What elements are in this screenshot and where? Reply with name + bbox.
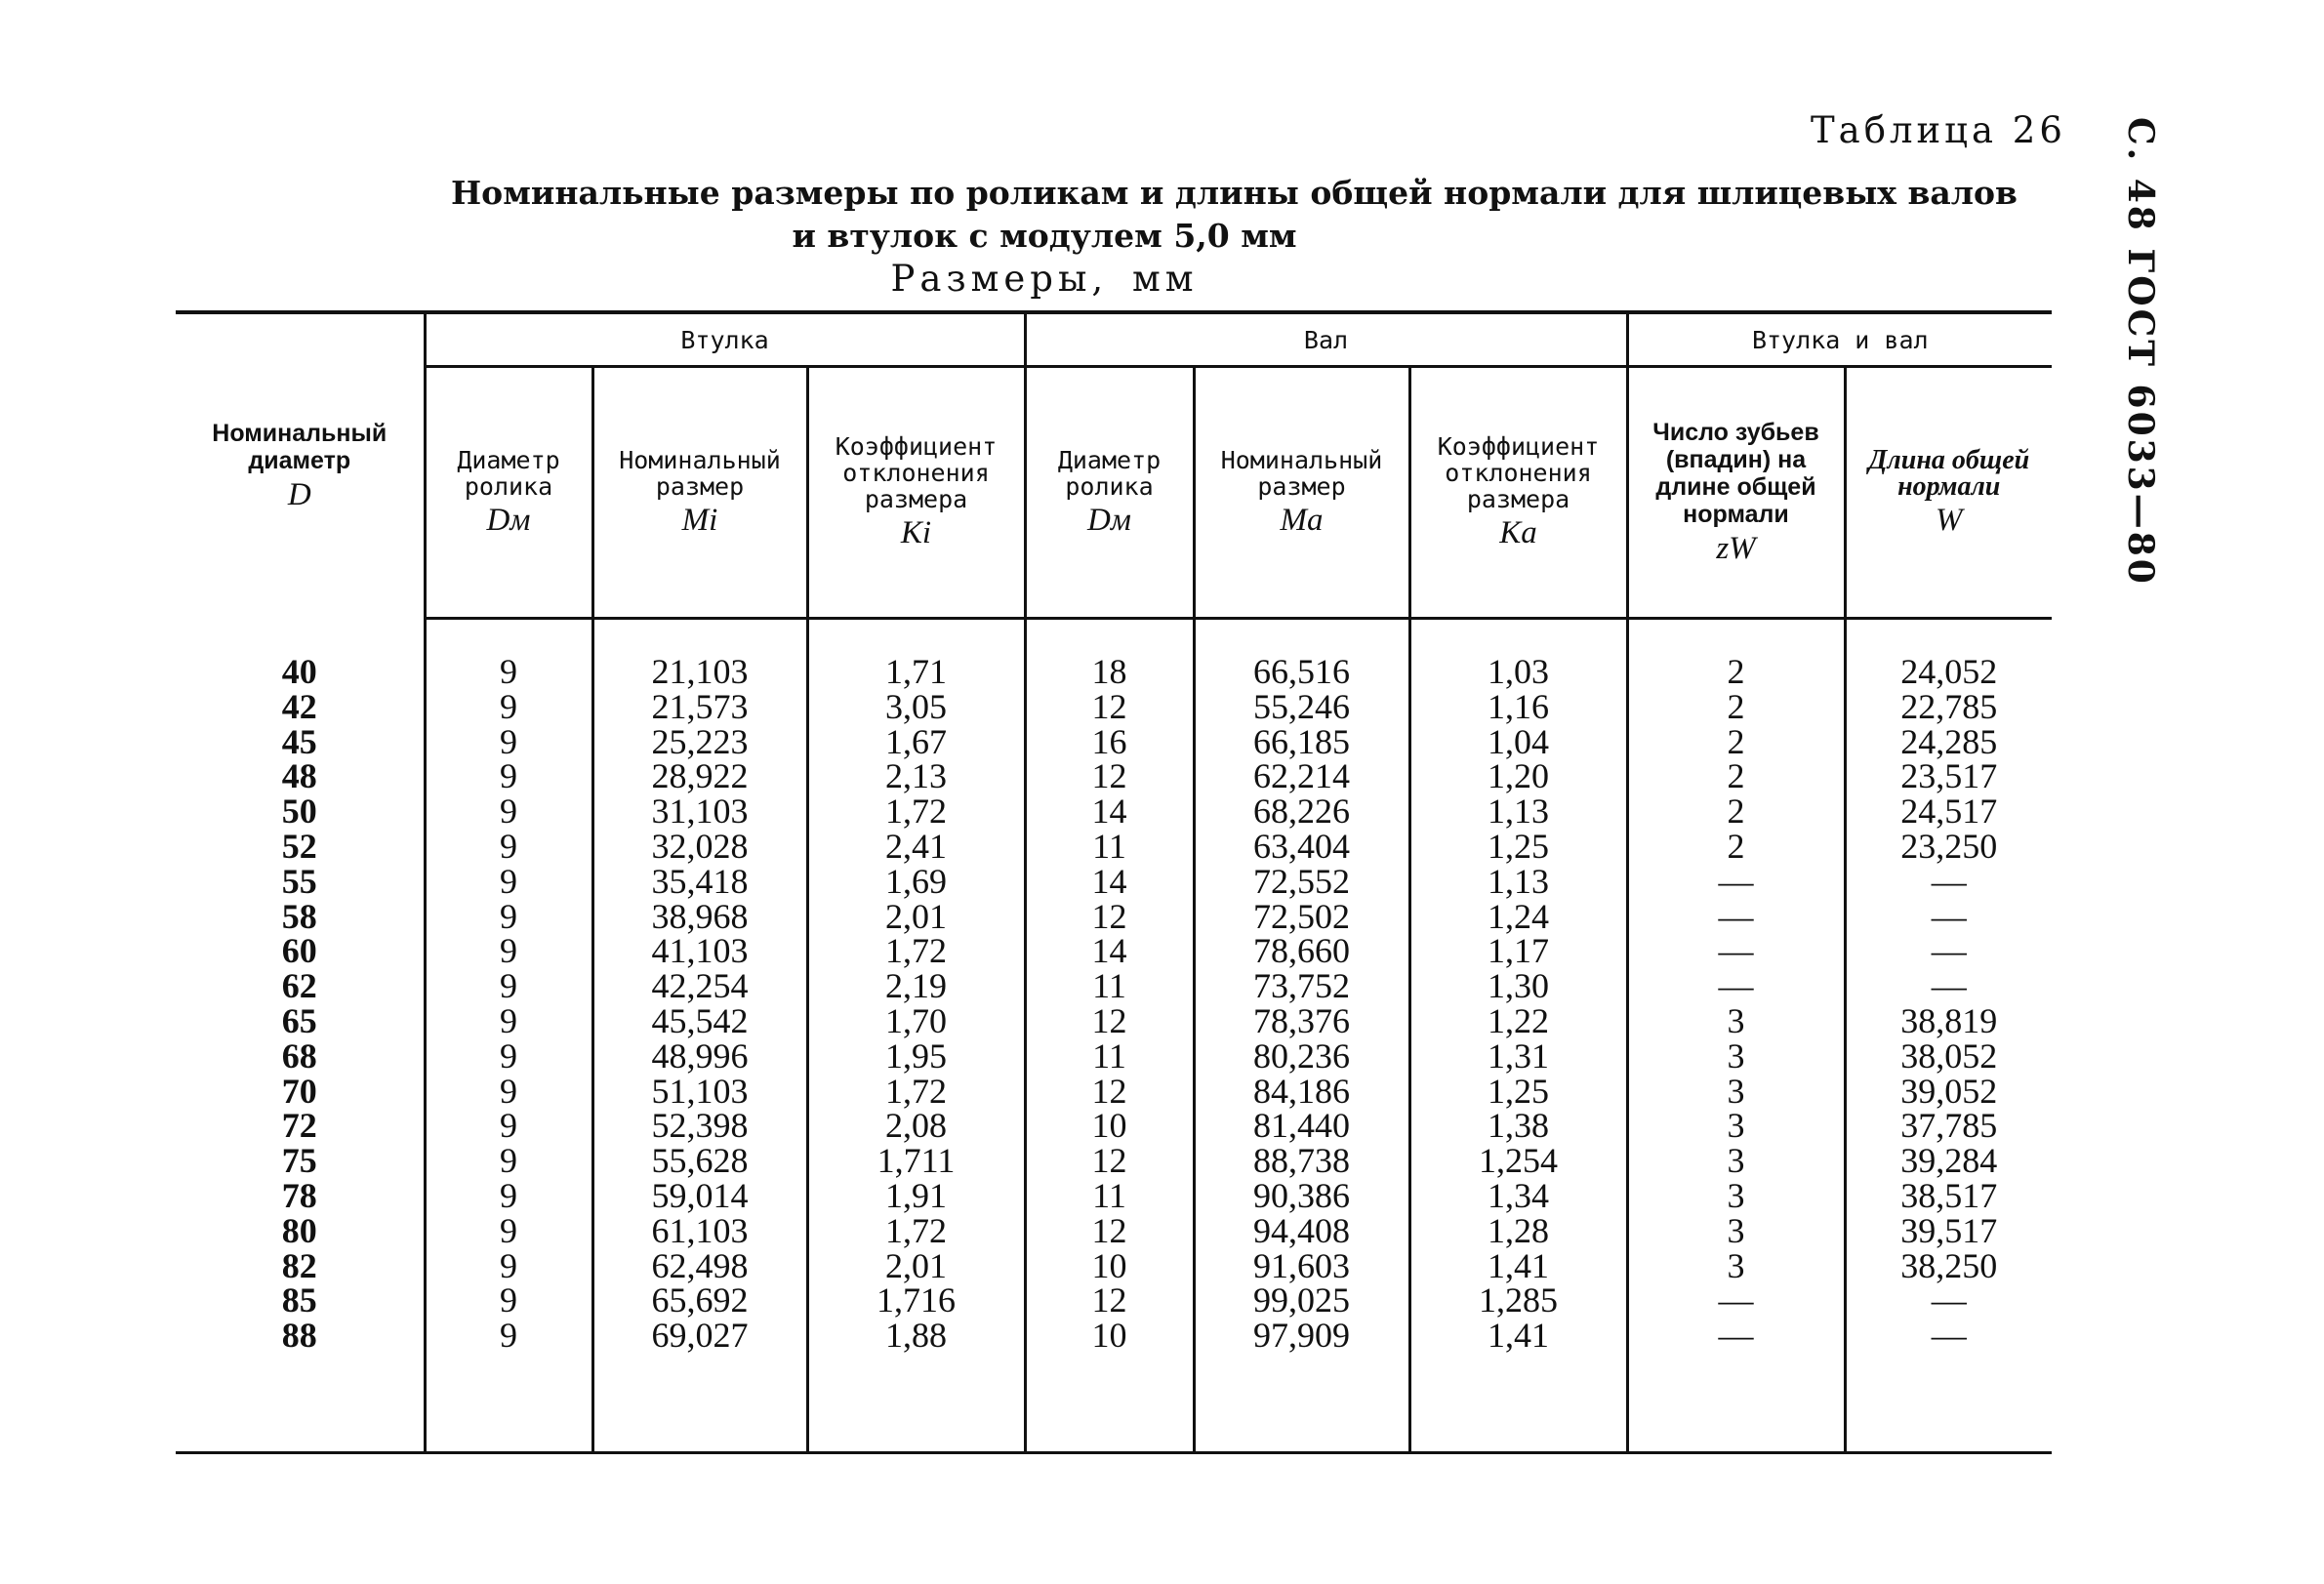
cell-shaft-deviation-coef: 1,41: [1409, 1319, 1627, 1354]
cell-bushing-deviation-coef: 1,67: [807, 725, 1025, 760]
cell-bushing-nominal-size: 69,027: [592, 1319, 807, 1354]
cell-shaft-roller-diameter: 11: [1025, 830, 1194, 865]
cell-common-normal-length: 38,250: [1845, 1249, 2052, 1284]
cell-common-normal-length: 39,052: [1845, 1075, 2052, 1110]
table-row: [176, 1004, 2052, 1039]
cell-bushing-roller-diameter: 9: [425, 690, 592, 725]
cell-teeth-count: 3: [1627, 1109, 1845, 1144]
cell-shaft-deviation-coef: 1,41: [1409, 1249, 1627, 1284]
cell-common-normal-length: —: [1845, 900, 2052, 935]
cell-shaft-roller-diameter: 11: [1025, 1039, 1194, 1075]
cell-nominal-diameter: 75: [281, 1141, 317, 1181]
cell-bushing-nominal-size: 32,028: [592, 830, 807, 865]
cell-shaft-roller-diameter: 12: [1025, 759, 1194, 794]
cell-common-normal-length: —: [1845, 934, 2052, 969]
header-nominal-diameter: Номинальный диаметр D: [212, 419, 387, 512]
cell-bushing-deviation-coef: 1,72: [807, 934, 1025, 969]
cell-teeth-count: 3: [1627, 1039, 1845, 1075]
cell-shaft-nominal-size: 68,226: [1194, 794, 1409, 830]
header-bushing-roller-diameter: Диаметр ролика Dм: [425, 367, 592, 619]
header-shaft-roller-diameter: Диаметр ролика Dм: [1025, 367, 1194, 619]
cell-common-normal-length: 39,517: [1845, 1214, 2052, 1249]
table-row: [176, 725, 2052, 760]
cell-bushing-roller-diameter: 9: [425, 1144, 592, 1179]
cell-bushing-nominal-size: 41,103: [592, 934, 807, 969]
spacer-cell: [1194, 1354, 1409, 1453]
cell-shaft-nominal-size: 66,185: [1194, 725, 1409, 760]
cell-shaft-roller-diameter: 11: [1025, 1179, 1194, 1214]
header-group-shaft: Вал: [1025, 312, 1627, 367]
cell-common-normal-length: 37,785: [1845, 1109, 2052, 1144]
cell-shaft-deviation-coef: 1,22: [1409, 1004, 1627, 1039]
header-shaft-deviation-coef: Коэффициент отклонения размера Ka: [1409, 367, 1627, 619]
cell-shaft-roller-diameter: 10: [1025, 1109, 1194, 1144]
cell-bushing-roller-diameter: 9: [425, 1319, 592, 1354]
cell-nominal-diameter: 85: [281, 1280, 317, 1320]
cell-bushing-deviation-coef: 1,716: [807, 1283, 1025, 1319]
header-bushing-nominal-size: Номинальный размер Mi: [592, 367, 807, 619]
cell-bushing-deviation-coef: 1,70: [807, 1004, 1025, 1039]
spacer-cell: [592, 619, 807, 656]
cell-shaft-roller-diameter: 12: [1025, 1004, 1194, 1039]
header-teeth-count: Число зубьев (впадин) на длине общей нормали zW: [1627, 367, 1845, 619]
cell-shaft-deviation-coef: 1,34: [1409, 1179, 1627, 1214]
spacer-cell: [1409, 619, 1627, 656]
table-row: [176, 759, 2052, 794]
cell-shaft-nominal-size: 72,502: [1194, 900, 1409, 935]
cell-shaft-nominal-size: 80,236: [1194, 1039, 1409, 1075]
spacer-cell: [807, 1354, 1025, 1453]
cell-bushing-nominal-size: 38,968: [592, 900, 807, 935]
cell-bushing-nominal-size: 65,692: [592, 1283, 807, 1319]
cell-bushing-deviation-coef: 2,41: [807, 830, 1025, 865]
cell-shaft-roller-diameter: 16: [1025, 725, 1194, 760]
cell-teeth-count: —: [1627, 1319, 1845, 1354]
cell-shaft-roller-diameter: 14: [1025, 934, 1194, 969]
cell-nominal-diameter: 65: [281, 1000, 317, 1040]
cell-bushing-roller-diameter: 9: [425, 1249, 592, 1284]
cell-bushing-nominal-size: 61,103: [592, 1214, 807, 1249]
cell-bushing-roller-diameter: 9: [425, 865, 592, 900]
cell-bushing-roller-diameter: 9: [425, 1004, 592, 1039]
header-bushing-deviation-coef: Коэффициент отклонения размера Ki: [807, 367, 1025, 619]
cell-shaft-deviation-coef: 1,17: [1409, 934, 1627, 969]
cell-teeth-count: 3: [1627, 1144, 1845, 1179]
cell-common-normal-length: 23,250: [1845, 830, 2052, 865]
cell-bushing-roller-diameter: 9: [425, 830, 592, 865]
cell-shaft-deviation-coef: 1,25: [1409, 1075, 1627, 1110]
cell-shaft-roller-diameter: 18: [1025, 655, 1194, 690]
cell-shaft-roller-diameter: 12: [1025, 1144, 1194, 1179]
cell-nominal-diameter: 70: [281, 1071, 317, 1111]
table-row: [176, 690, 2052, 725]
cell-nominal-diameter: 40: [281, 652, 317, 691]
cell-common-normal-length: —: [1845, 1283, 2052, 1319]
cell-bushing-nominal-size: 21,573: [592, 690, 807, 725]
cell-shaft-deviation-coef: 1,285: [1409, 1283, 1627, 1319]
cell-bushing-nominal-size: 35,418: [592, 865, 807, 900]
cell-shaft-roller-diameter: 12: [1025, 1075, 1194, 1110]
cell-bushing-roller-diameter: 9: [425, 934, 592, 969]
cell-shaft-nominal-size: 66,516: [1194, 655, 1409, 690]
cell-teeth-count: —: [1627, 865, 1845, 900]
cell-shaft-roller-diameter: 11: [1025, 969, 1194, 1004]
cell-shaft-nominal-size: 94,408: [1194, 1214, 1409, 1249]
cell-teeth-count: 2: [1627, 794, 1845, 830]
cell-shaft-nominal-size: 81,440: [1194, 1109, 1409, 1144]
cell-shaft-nominal-size: 73,752: [1194, 969, 1409, 1004]
cell-shaft-nominal-size: 72,552: [1194, 865, 1409, 900]
cell-shaft-deviation-coef: 1,38: [1409, 1109, 1627, 1144]
spacer-cell: [1627, 1354, 1845, 1453]
spacer-cell: [1194, 619, 1409, 656]
cell-nominal-diameter: 58: [281, 896, 317, 936]
cell-teeth-count: 2: [1627, 759, 1845, 794]
cell-nominal-diameter: 72: [281, 1106, 317, 1146]
cell-shaft-roller-diameter: 14: [1025, 794, 1194, 830]
spacer-cell: [1627, 619, 1845, 656]
cell-bushing-deviation-coef: 2,13: [807, 759, 1025, 794]
cell-bushing-roller-diameter: 9: [425, 655, 592, 690]
cell-shaft-deviation-coef: 1,16: [1409, 690, 1627, 725]
cell-bushing-deviation-coef: 3,05: [807, 690, 1025, 725]
cell-shaft-deviation-coef: 1,03: [1409, 655, 1627, 690]
cell-shaft-nominal-size: 78,660: [1194, 934, 1409, 969]
table-row: [176, 1283, 2052, 1319]
page-standard-label: С. 48 ГОСТ 6033—80: [2120, 117, 2161, 587]
cell-bushing-roller-diameter: 9: [425, 969, 592, 1004]
units-caption: Размеры, мм: [890, 258, 1199, 300]
cell-bushing-roller-diameter: 9: [425, 725, 592, 760]
spacer-cell: [176, 619, 425, 656]
cell-bushing-deviation-coef: 2,19: [807, 969, 1025, 1004]
cell-shaft-deviation-coef: 1,13: [1409, 794, 1627, 830]
cell-bushing-deviation-coef: 2,01: [807, 900, 1025, 935]
cell-shaft-nominal-size: 90,386: [1194, 1179, 1409, 1214]
spacer-cell: [425, 1354, 592, 1453]
cell-shaft-nominal-size: 99,025: [1194, 1283, 1409, 1319]
table-row: [176, 1039, 2052, 1075]
cell-teeth-count: 2: [1627, 830, 1845, 865]
cell-bushing-nominal-size: 59,014: [592, 1179, 807, 1214]
cell-common-normal-length: —: [1845, 865, 2052, 900]
cell-bushing-deviation-coef: 1,72: [807, 1214, 1025, 1249]
cell-shaft-nominal-size: 97,909: [1194, 1319, 1409, 1354]
cell-nominal-diameter: 55: [281, 861, 317, 901]
cell-bushing-nominal-size: 25,223: [592, 725, 807, 760]
spacer-cell: [1845, 619, 2052, 656]
cell-nominal-diameter: 68: [281, 1036, 317, 1076]
cell-nominal-diameter: 48: [281, 756, 317, 796]
cell-common-normal-length: 24,052: [1845, 655, 2052, 690]
cell-shaft-nominal-size: 91,603: [1194, 1249, 1409, 1284]
cell-shaft-deviation-coef: 1,04: [1409, 725, 1627, 760]
spacer-cell: [592, 1354, 807, 1453]
spacer-cell: [1025, 619, 1194, 656]
table-row: [176, 969, 2052, 1004]
header-shaft-nominal-size: Номинальный размер Ma: [1194, 367, 1409, 619]
cell-bushing-roller-diameter: 9: [425, 900, 592, 935]
dimensions-table: [176, 310, 2052, 1454]
cell-common-normal-length: —: [1845, 1319, 2052, 1354]
table-row: [176, 830, 2052, 865]
cell-shaft-roller-diameter: 12: [1025, 690, 1194, 725]
cell-bushing-nominal-size: 51,103: [592, 1075, 807, 1110]
cell-common-normal-length: 38,517: [1845, 1179, 2052, 1214]
cell-shaft-roller-diameter: 14: [1025, 865, 1194, 900]
cell-common-normal-length: 38,819: [1845, 1004, 2052, 1039]
cell-nominal-diameter: 88: [281, 1316, 317, 1356]
cell-shaft-deviation-coef: 1,31: [1409, 1039, 1627, 1075]
cell-shaft-roller-diameter: 10: [1025, 1249, 1194, 1284]
cell-teeth-count: —: [1627, 1283, 1845, 1319]
table-row: [176, 1179, 2052, 1214]
cell-bushing-deviation-coef: 1,95: [807, 1039, 1025, 1075]
cell-bushing-nominal-size: 31,103: [592, 794, 807, 830]
cell-common-normal-length: 39,284: [1845, 1144, 2052, 1179]
cell-bushing-nominal-size: 48,996: [592, 1039, 807, 1075]
table-title-line-1: Номинальные размеры по роликам и длины общей нормали для шлицевых валов: [451, 174, 2018, 212]
table-row: [176, 900, 2052, 935]
cell-bushing-nominal-size: 21,103: [592, 655, 807, 690]
cell-bushing-nominal-size: 62,498: [592, 1249, 807, 1284]
cell-nominal-diameter: 52: [281, 826, 317, 866]
cell-bushing-nominal-size: 28,922: [592, 759, 807, 794]
cell-nominal-diameter: 82: [281, 1245, 317, 1285]
cell-teeth-count: 2: [1627, 725, 1845, 760]
header-group-bushing: Втулка: [425, 312, 1025, 367]
table-number: Таблица 26: [1811, 109, 2066, 151]
table-title-line-2: и втулок с модулем 5,0 мм: [792, 217, 1297, 255]
cell-teeth-count: 3: [1627, 1179, 1845, 1214]
cell-shaft-roller-diameter: 12: [1025, 1214, 1194, 1249]
cell-teeth-count: 3: [1627, 1249, 1845, 1284]
cell-nominal-diameter: 62: [281, 966, 317, 1006]
cell-nominal-diameter: 60: [281, 931, 317, 971]
cell-bushing-deviation-coef: 1,88: [807, 1319, 1025, 1354]
cell-bushing-nominal-size: 52,398: [592, 1109, 807, 1144]
cell-bushing-deviation-coef: 2,01: [807, 1249, 1025, 1284]
spacer-cell: [425, 619, 592, 656]
cell-bushing-roller-diameter: 9: [425, 1075, 592, 1110]
cell-teeth-count: —: [1627, 900, 1845, 935]
cell-bushing-roller-diameter: 9: [425, 794, 592, 830]
cell-common-normal-length: 23,517: [1845, 759, 2052, 794]
table-body: [176, 619, 2052, 1453]
spacer-cell: [1025, 1354, 1194, 1453]
cell-shaft-deviation-coef: 1,28: [1409, 1214, 1627, 1249]
cell-bushing-roller-diameter: 9: [425, 1214, 592, 1249]
cell-nominal-diameter: 50: [281, 792, 317, 832]
cell-bushing-roller-diameter: 9: [425, 1179, 592, 1214]
cell-bushing-roller-diameter: 9: [425, 1283, 592, 1319]
cell-teeth-count: —: [1627, 934, 1845, 969]
cell-nominal-diameter: 80: [281, 1210, 317, 1250]
cell-shaft-nominal-size: 62,214: [1194, 759, 1409, 794]
cell-shaft-deviation-coef: 1,20: [1409, 759, 1627, 794]
table-row: [176, 934, 2052, 969]
table-row: [176, 1249, 2052, 1284]
cell-bushing-nominal-size: 45,542: [592, 1004, 807, 1039]
cell-shaft-nominal-size: 63,404: [1194, 830, 1409, 865]
cell-common-normal-length: —: [1845, 969, 2052, 1004]
spacer-cell: [1845, 1354, 2052, 1453]
cell-teeth-count: 3: [1627, 1004, 1845, 1039]
cell-shaft-deviation-coef: 1,30: [1409, 969, 1627, 1004]
cell-nominal-diameter: 78: [281, 1175, 317, 1215]
cell-teeth-count: 3: [1627, 1075, 1845, 1110]
cell-teeth-count: —: [1627, 969, 1845, 1004]
cell-bushing-deviation-coef: 1,69: [807, 865, 1025, 900]
cell-shaft-nominal-size: 84,186: [1194, 1075, 1409, 1110]
cell-common-normal-length: 38,052: [1845, 1039, 2052, 1075]
table-row: [176, 1144, 2052, 1179]
table-row: [176, 1109, 2052, 1144]
cell-shaft-nominal-size: 88,738: [1194, 1144, 1409, 1179]
cell-common-normal-length: 24,285: [1845, 725, 2052, 760]
table-row: [176, 794, 2052, 830]
cell-bushing-deviation-coef: 1,711: [807, 1144, 1025, 1179]
spacer-cell: [176, 1354, 425, 1453]
cell-nominal-diameter: 45: [281, 721, 317, 761]
cell-shaft-roller-diameter: 10: [1025, 1319, 1194, 1354]
header-group-both: Втулка и вал: [1627, 312, 2052, 367]
table-row: [176, 1075, 2052, 1110]
spacer-cell: [807, 619, 1025, 656]
cell-shaft-deviation-coef: 1,24: [1409, 900, 1627, 935]
cell-teeth-count: 3: [1627, 1214, 1845, 1249]
cell-bushing-deviation-coef: 1,91: [807, 1179, 1025, 1214]
cell-common-normal-length: 24,517: [1845, 794, 2052, 830]
spacer-cell: [1409, 1354, 1627, 1453]
cell-bushing-roller-diameter: 9: [425, 759, 592, 794]
cell-nominal-diameter: 42: [281, 686, 317, 726]
table-row: [176, 1319, 2052, 1354]
cell-common-normal-length: 22,785: [1845, 690, 2052, 725]
cell-shaft-roller-diameter: 12: [1025, 900, 1194, 935]
cell-bushing-deviation-coef: 2,08: [807, 1109, 1025, 1144]
cell-bushing-roller-diameter: 9: [425, 1109, 592, 1144]
table-row: [176, 1214, 2052, 1249]
cell-bushing-deviation-coef: 1,71: [807, 655, 1025, 690]
table-row: [176, 655, 2052, 690]
cell-shaft-nominal-size: 55,246: [1194, 690, 1409, 725]
header-common-normal-length: Длина общей нормали W: [1845, 367, 2052, 619]
cell-bushing-roller-diameter: 9: [425, 1039, 592, 1075]
cell-bushing-nominal-size: 55,628: [592, 1144, 807, 1179]
cell-shaft-nominal-size: 78,376: [1194, 1004, 1409, 1039]
cell-shaft-deviation-coef: 1,254: [1409, 1144, 1627, 1179]
cell-shaft-deviation-coef: 1,13: [1409, 865, 1627, 900]
cell-shaft-roller-diameter: 12: [1025, 1283, 1194, 1319]
cell-teeth-count: 2: [1627, 655, 1845, 690]
cell-bushing-nominal-size: 42,254: [592, 969, 807, 1004]
cell-teeth-count: 2: [1627, 690, 1845, 725]
cell-shaft-deviation-coef: 1,25: [1409, 830, 1627, 865]
table-row: [176, 865, 2052, 900]
cell-bushing-deviation-coef: 1,72: [807, 1075, 1025, 1110]
cell-bushing-deviation-coef: 1,72: [807, 794, 1025, 830]
